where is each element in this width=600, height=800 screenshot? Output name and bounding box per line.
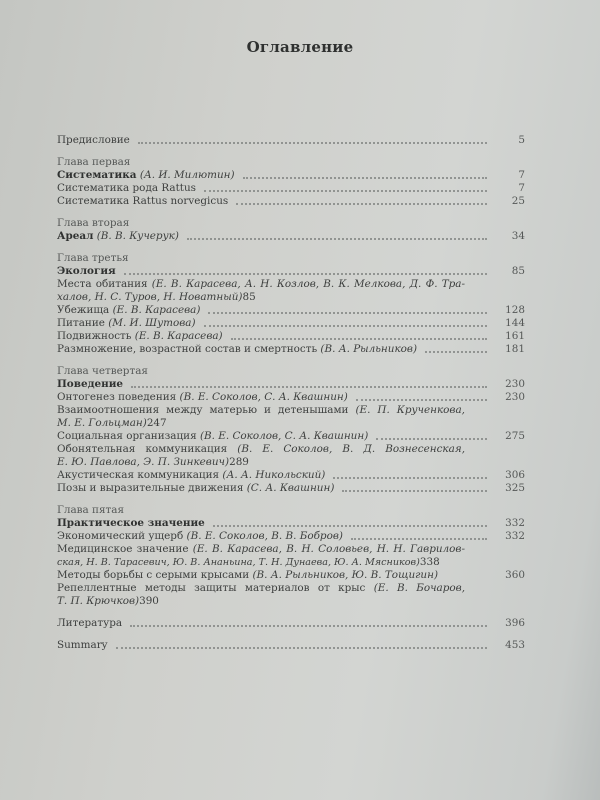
dot-leader [213,525,487,527]
dot-leader [333,477,487,479]
entry-label: Места обитания [57,278,148,290]
dot-leader [124,273,487,275]
toc-entry[interactable] [57,443,525,469]
entry-label: Репеллентные методы защиты материалов от крыс [57,582,366,594]
toc-entry-chapter-title[interactable] [57,378,525,391]
chapter-heading: Глава пятая [57,504,125,516]
dot-leader [130,625,487,627]
dot-leader [342,490,487,492]
page-number: 7 [518,182,525,194]
entry-label: Обонятельная коммуникация [57,443,228,455]
entry-label: Поведение [57,378,124,390]
toc-entry-chapter-title[interactable] [57,517,525,530]
dot-leader [231,338,487,340]
page-number: 181 [505,343,525,355]
toc-entry-summary[interactable] [57,639,525,652]
dot-leader [425,351,487,353]
entry-authors: (Е. В. Карасева) [112,304,201,316]
entry-label: Экономический ущерб [57,530,184,542]
dot-leader [131,386,487,388]
toc-entry-chapter-title[interactable] [57,265,525,278]
page-number: 85 [511,265,525,277]
page-number: 453 [505,639,525,651]
entry-authors: халов, Н. С. Туров, Н. Новатный) [57,291,243,303]
dot-leader [204,190,487,192]
page-number: 230 [505,391,525,403]
toc-entry[interactable] [57,195,525,208]
page-number: 7 [518,169,525,181]
entry-authors: (В. Е. Соколов, С. А. Квашнин) [199,430,369,442]
dot-leader [116,647,487,649]
entry-label: Практическое значение [57,517,205,529]
chapter-heading: Глава четвертая [57,365,148,377]
page-number: 396 [505,617,525,629]
page-title: Оглавление [246,38,354,56]
entry-label: Подвижность [57,330,132,342]
page-number: 390 [139,595,159,607]
entry-authors: (В. В. Кучерук) [96,230,179,242]
entry-authors: (Е. В. Бочаров, [373,582,466,594]
entry-label: Взаимоотношения между матерью и детенышами [57,404,349,416]
dot-leader [351,538,487,540]
page-number: 332 [505,517,525,529]
toc-entry[interactable] [57,469,525,482]
toc-entry[interactable] [57,530,525,543]
dot-leader [187,238,487,240]
toc-entry[interactable] [57,430,525,443]
entry-label: Литература [57,617,123,629]
entry-authors: (Е. В. Карасева) [134,330,223,342]
entry-label: Систематика рода Rattus [57,182,196,194]
entry-label: Систематика Rattus norvegicus [57,195,229,207]
page-number: 128 [505,304,525,316]
toc-entry-chapter-title[interactable] [57,169,525,182]
page-number: 25 [511,195,525,207]
entry-label: Систематика [57,169,137,181]
entry-authors: (В. Е. Соколов, С. А. Квашнин) [179,391,348,403]
toc-entry[interactable] [57,304,525,317]
page-number: 247 [146,417,167,429]
toc-entry[interactable] [57,343,525,356]
page-number: 332 [505,530,525,542]
entry-label: Summary [57,639,108,651]
entry-authors: Е. Ю. Павлова, Э. П. Зинкевич) [57,456,230,468]
toc-entry-chapter-title[interactable] [57,230,525,243]
entry-label: Социальная организация [57,430,197,442]
page-number: 360 [505,569,525,581]
entry-authors: (М. И. Шутова) [108,317,196,329]
entry-authors: (В. А. Рыльников) [320,343,418,355]
page-number: 275 [505,430,525,442]
toc-entry[interactable] [57,278,525,304]
entry-label: Позы и выразительные движения [57,482,244,494]
entry-label: Питание [57,317,105,329]
toc-entry[interactable] [57,582,525,608]
chapter-heading: Глава вторая [57,217,130,229]
toc-entry[interactable] [57,569,525,582]
entry-authors: (А. И. Милютин) [139,169,235,181]
entry-label: Предисловие [57,134,130,146]
entry-label: Медицинское значение [57,543,189,555]
toc-entry[interactable] [57,330,525,343]
toc-entry[interactable] [57,182,525,195]
entry-label: Акустическая коммуникация [57,469,220,481]
entry-authors: Т. П. Крючков) [57,595,140,607]
page-number: 306 [505,469,525,481]
dot-leader [138,142,487,144]
toc-entry[interactable] [57,404,525,430]
chapter-heading: Глава первая [57,156,131,168]
entry-label: Методы борьбы с серыми крысами [57,569,250,581]
dot-leader [204,325,487,327]
entry-authors: (Е. П. Крученкова, [355,404,465,416]
dot-leader [356,399,487,401]
page-number: 161 [505,330,525,342]
page-number: 34 [511,230,525,242]
entry-authors: (С. А. Квашнин) [246,482,335,494]
page-number: 338 [419,556,440,568]
entry-authors: (В. Е. Соколов, В. В. Бобров) [186,530,343,542]
toc-entry[interactable] [57,317,525,330]
toc-entry-preface[interactable] [57,134,525,147]
toc-entry[interactable] [57,482,525,495]
entry-authors: (А. А. Никольский) [222,469,326,481]
dot-leader [208,312,487,314]
toc-entry-literature[interactable] [57,617,525,630]
dot-leader [243,177,487,179]
entry-label: Убежища [57,304,110,316]
table-of-contents [57,134,525,652]
entry-authors: М. Е. Гольцман) [57,417,147,429]
entry-label: Ареал [57,230,94,242]
entry-label: Размножение, возрастной состав и смертность [57,343,318,355]
entry-authors: (Е. В. Карасева, А. Н. Козлов, В. К. Мелкова, Д. Ф. Тра- [151,278,465,290]
page-number: 230 [505,378,525,390]
entry-authors: (В. А. Рыльников, Ю. В. Тощигин) [252,569,438,581]
entry-authors: ская, Н. В. Тарасевич, Ю. В. Ананьина, Т. Н. Дунаева, Ю. А. Мясников) [57,557,420,568]
dot-leader [236,203,487,205]
toc-entry[interactable] [57,391,525,404]
entry-authors: (Е. В. Карасева, В. Н. Соловьев, Н. Н. Гаврилов- [192,543,465,555]
toc-entry[interactable] [57,543,525,569]
entry-label: Экология [57,265,116,277]
entry-authors: (В. Е. Соколов, В. Д. Вознесенская, [237,443,465,455]
page-number: 144 [505,317,525,329]
dot-leader [376,438,487,440]
chapter-heading: Глава третья [57,252,129,264]
page-number: 325 [505,482,525,494]
page-number: 289 [229,456,249,468]
page-number: 85 [242,291,256,303]
page-number: 5 [518,134,525,146]
entry-label: Онтогенез поведения [57,391,177,403]
